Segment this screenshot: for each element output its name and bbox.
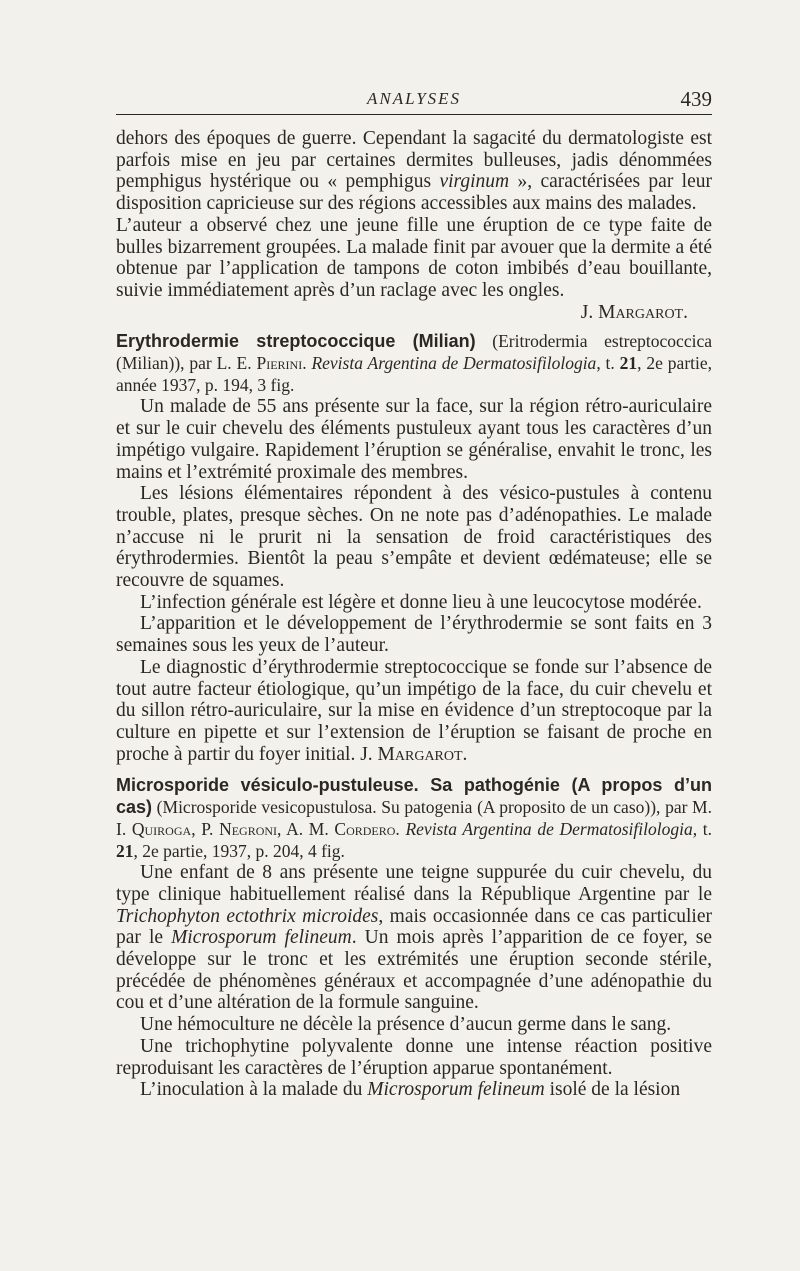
signature: J. Margarot. — [580, 301, 688, 323]
paragraph: Un malade de 55 ans présente sur la face, sur la région rétro-auriculaire et sur le cuir chevelu des éléments pustuleux ayant tous les caractères d’un impétigo vulgaire. Rapidement l’éruption se généralise, envahit le tronc, les mains et l’extrémité proximale des membres. — [116, 396, 712, 483]
journal-title: Revista Argentina de Dermatosifilologia — [405, 818, 693, 839]
page-number: 439 — [680, 87, 712, 111]
latin-term: Microsporum felineum — [367, 1079, 545, 1101]
running-head — [116, 86, 712, 110]
paragraph: Une trichophytine polyvalente donne une intense réaction positive reproduisant les caractères de l’éruption apparue spontanément. — [116, 1035, 712, 1079]
latin-term: Microsporum felineum — [171, 927, 352, 949]
latin-term: Trichophyton ectothrix microides — [116, 905, 379, 927]
article-heading: Microsporide vésiculo-pustuleuse. Sa pathogénie (A propos d’un cas) (Microsporide vesicopustulosa. Su patogenia (A proposito de un caso)), par M. I. Quiroga, P. Negroni, A. M. Cordero. Revista Argentina de Dermatosifilologia, t. 21, 2e partie, 1937, p. 204, 4 fig. — [116, 775, 712, 861]
paragraph: Les lésions élémentaires répondent à des vésico-pustules à contenu trouble, plates, presque sèches. On ne note pas d’adénopathies. Le malade n’accuse ni le prurit ni la sensation de froid caractéristiques des érythrodermies. Bientôt la peau s’empâte et devient œdémateuse; elle se recouvre de squames. — [116, 483, 712, 592]
paragraph: L’apparition et le développement de l’érythrodermie se sont faits en 3 semaines sous les yeux de l’auteur. — [116, 613, 712, 657]
signature: J. Margarot. — [360, 743, 468, 765]
article-title: Erythrodermie streptococcique (Milian) — [116, 331, 476, 352]
article-heading: Erythrodermie streptococcique (Milian) (Eritrodermia estreptococcica (Milian)), par L. E. Pierini. Revista Argentina de Dermatosifilologia, t. 21, 2e partie, année 1937, p. 194, 3 fig. — [116, 331, 713, 395]
volume-number: 21 — [116, 840, 134, 861]
latin-term: virginum — [439, 171, 510, 193]
author-name: Cordero — [334, 818, 396, 839]
paragraph: L’inoculation à la malade du Microsporum felineum isolé de la lésion — [140, 1079, 681, 1101]
volume-number: 21 — [619, 353, 638, 374]
header-rule — [116, 114, 712, 115]
running-title: ANALYSES — [366, 89, 462, 108]
journal-title: Revista Argentina de Dermatosifilologia — [311, 353, 597, 374]
paragraph-continuation: dehors des époques de guerre. Cependant la sagacité du dermatologiste est parfois mise en jeu par certaines dermites bulleuses, jadis dénommées pemphigus hystérique ou « pemphigus virginum », caractérisées par leur disposition capricieuse sur des régions accessibles aux mains des malades. — [116, 128, 712, 215]
paragraph: Une hémoculture ne décèle la présence d’aucun germe dans le sang. — [140, 1014, 672, 1036]
article-title: Microsporide vésiculo-pustuleuse. Sa pathogénie (A propos d’un cas) — [116, 775, 712, 818]
paragraph: L’auteur a observé chez une jeune fille une éruption de ce type faite de bulles bizarrement groupées. La malade finit par avouer que la dermite a été obtenue par l’application de tampons de coton imbibés d’eau bouillante, suivie immédiatement après d’un raclage avec les ongles. — [116, 214, 712, 301]
author-name: Quiroga — [131, 818, 192, 839]
author-name: Negroni — [219, 818, 278, 839]
paragraph: Une enfant de 8 ans présente une teigne suppurée du cuir chevelu, du type clinique habituellement réalisé dans la République Argentine par le Trichophyton ectothrix microides, mais occasionnée dans ce cas particulier par le Microsporum felineum. Un mois après l’apparition de ce foyer, se développe sur le tronc et les extrémités une éruption seconde stérile, précédée de phénomènes généraux et accompagnée d’une adénopathie du cou et d’une altération de la formule sanguine. — [116, 862, 712, 1014]
paragraph: L’infection générale est légère et donne lieu à une leucocytose modérée. — [140, 591, 702, 613]
paragraph: Le diagnostic d’érythrodermie streptococcique se fonde sur l’absence de tout autre facteur étiologique, qu’un impétigo de la face, du cuir chevelu et du sillon rétro-auriculaire, sur la mise en évidence d’un streptocoque par la culture en pipette et sur l’extension de l’éruption se faisant de proche en proche à partir du foyer initial. J. Margarot. — [116, 656, 712, 765]
body-text — [116, 128, 712, 1101]
author-name: Pierini — [256, 353, 303, 374]
